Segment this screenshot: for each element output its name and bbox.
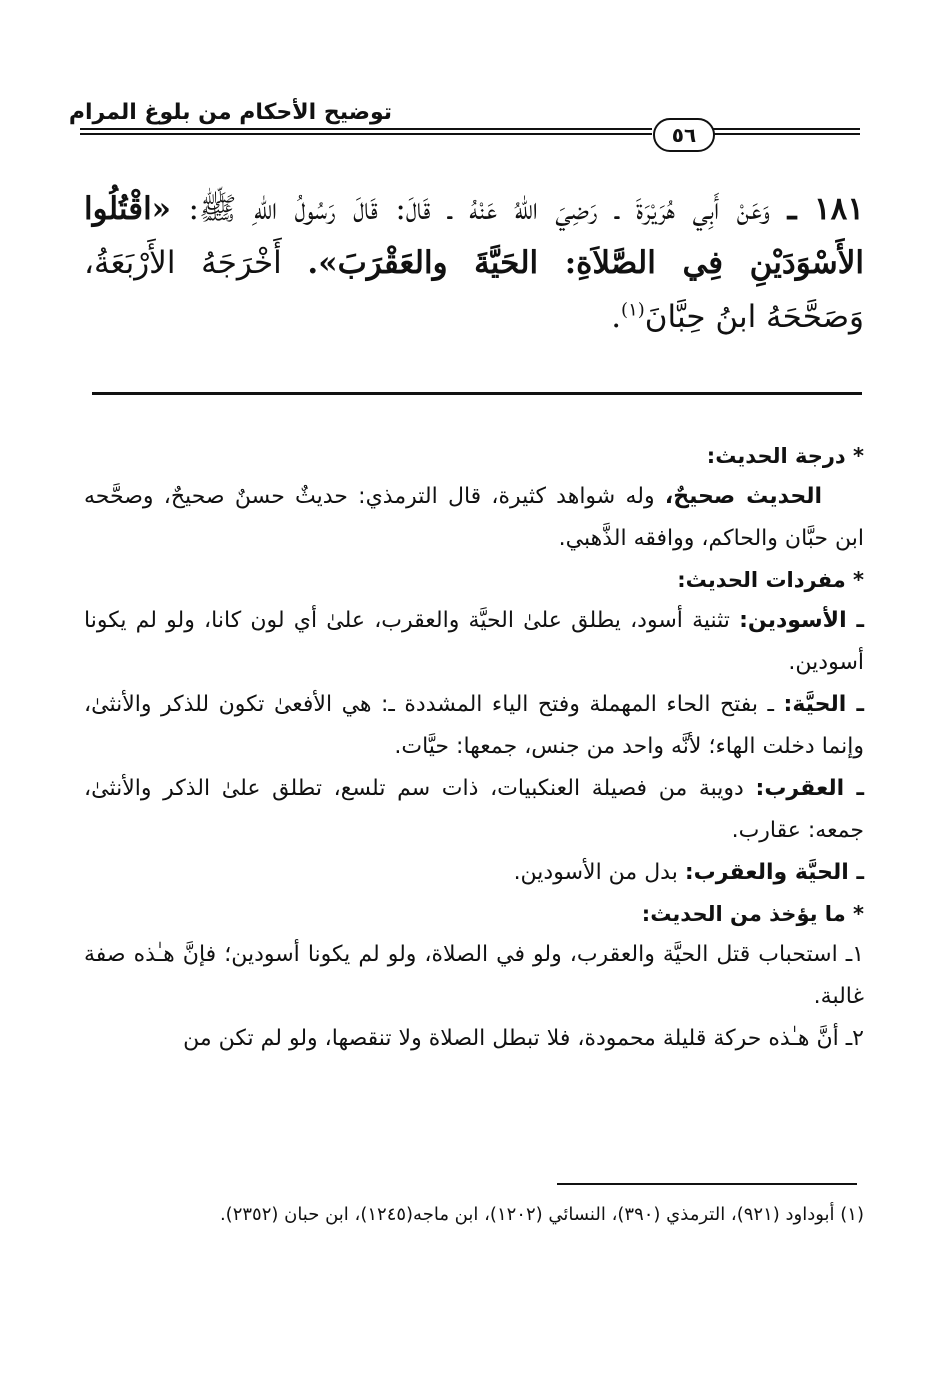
- section-divider: [92, 392, 862, 395]
- lesson-item: ٢ـ أنَّ هـٰذه حركة قليلة محمودة، فلا تبطل الصلاة ولا تنقصها، ولو لم تكن من: [183, 1026, 864, 1051]
- footnote-rule: [557, 1183, 857, 1185]
- vocab-definition: دويبة من فصيلة العنكبيات، ذات سم تلسع، تطلق علىٰ الذكر والأنثىٰ، جمعه: عقارب.: [84, 776, 864, 843]
- vocab-heading: * مفردات الحديث:: [677, 568, 864, 592]
- grade-paragraph: [84, 476, 864, 560]
- grade-text: وله شواهد كثيرة، قال الترمذي: حديثٌ حسنٌ صحيحٌ، وصحَّحه ابن حبَّان والحاكم، ووافقه الذَّهبي.: [84, 484, 864, 551]
- running-header-title: توضيح الأحكام من بلوغ المرام: [68, 100, 392, 125]
- commentary: [84, 436, 864, 1060]
- header-rule-left: [80, 128, 652, 135]
- lessons-heading: * ما يؤخذ من الحديث:: [641, 902, 864, 926]
- page-number: ٥٦: [653, 118, 715, 152]
- vocab-term: ـ الحيَّة والعقرب:: [684, 860, 864, 885]
- hadith-end: .: [611, 299, 622, 335]
- header-rule-right: [712, 128, 860, 135]
- vocab-term: ـ العقرب:: [755, 776, 864, 801]
- vocab-definition: ـ بفتح الحاء المهملة وفتح الياء المشددة ـ: هي الأفعىٰ تكون للذكر والأنثىٰ، وإنما دخلت الهاء؛ لأنَّه واحد من جنس، جمعها: حيَّات.: [84, 692, 864, 759]
- vocab-definition: بدل من الأسودين.: [513, 860, 678, 885]
- grade-heading: * درجة الحديث:: [706, 444, 864, 468]
- vocab-item: [84, 684, 864, 768]
- vocab-item: [84, 852, 864, 894]
- footnote-marker: (١): [621, 299, 645, 321]
- vocab-term: ـ الأسودين:: [739, 608, 864, 633]
- lesson-item: ١ـ استحباب قتل الحيَّة والعقرب، ولو في الصلاة، ولو لم يكونا أسودين؛ فإنَّ هـٰذه صفة غالبة.: [84, 942, 864, 1009]
- hadith-number-dash: ـ: [787, 191, 797, 227]
- hadith-text-block: [84, 182, 864, 344]
- hadith-quote: «اقْتُلُوا الأَسْوَدَيْنِ فِي الصَّلاَةِ: الحَيَّةَ والعَقْرَبَ».: [84, 191, 864, 281]
- hadith-number: ١٨١: [814, 191, 864, 227]
- footnote: (١) أبوداود (٩٢١)، الترمذي (٣٩٠)، النسائي (١٢٠٢)، ابن ماجه(١٢٤٥)، ابن حبان (٢٣٥٢).: [219, 1204, 864, 1225]
- grade-lead: الحديث صحيحٌ،: [664, 484, 822, 509]
- vocab-item: [84, 600, 864, 684]
- vocab-definition: تثنية أسود، يطلق علىٰ الحيَّة والعقرب، علىٰ أي لون كانا، ولو لم يكونا أسودين.: [84, 608, 864, 675]
- hadith-intro: وَعَنْ أَبِي هُرَيْرَةَ ـ رَضِيَ اللهُ عَنْهُ ـ قَالَ: قَالَ رَسُولُ اللهِ ﷺ:: [188, 191, 770, 227]
- hadith-source: أَخْرَجَهُ الأَرْبَعَةُ، وَصَحَّحَهُ ابنُ حِبَّانَ: [84, 245, 864, 335]
- vocab-item: [84, 768, 864, 852]
- vocab-term: ـ الحيَّة:: [783, 692, 864, 717]
